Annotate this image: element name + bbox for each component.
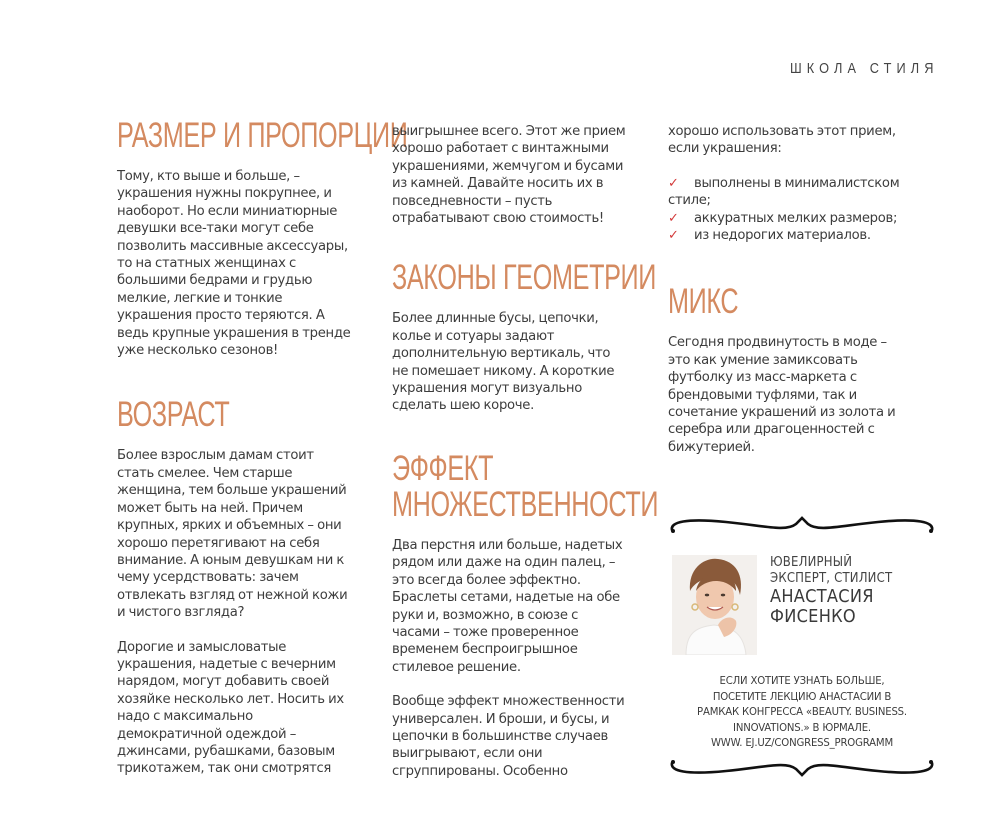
checklist-item-continued xyxy=(668,192,933,209)
text-line: украшения просто теряются. А xyxy=(117,308,325,324)
text-line: Более длинные бусы, цепочки, xyxy=(392,311,599,327)
text-line: джинсами, рубашками, базовым xyxy=(117,743,335,759)
paragraph-size xyxy=(117,168,382,359)
text-line: хорошо перетягивают на себя xyxy=(117,535,320,551)
text-line: наоборот. Но если миниатюрные xyxy=(117,203,338,219)
checklist-item xyxy=(668,227,933,244)
text-line: рядом или даже на один палец, – xyxy=(392,555,616,571)
column-2 xyxy=(392,123,657,780)
text-line: руки и, возможно, в союзе с xyxy=(392,607,579,623)
text-line: универсален. И броши, и бусы, и xyxy=(392,711,610,727)
text-line: бижутерией. xyxy=(668,439,755,455)
text-line: серебра или драгоценностей с xyxy=(668,422,875,438)
text-line: если украшения: xyxy=(668,141,782,157)
text-line: хозяйке несколько лет. Носить их xyxy=(117,691,344,707)
text-line: сочетание украшений из золота и xyxy=(668,405,896,421)
text-line: сгруппированы. Особенно xyxy=(392,763,568,779)
text-line: девушки все-таки могут себе xyxy=(117,221,314,237)
checkmark-icon: ✓ xyxy=(668,210,679,226)
author-photo xyxy=(672,555,757,655)
text-line: Браслеты сетами, надетые на обе xyxy=(392,590,620,606)
promo-line: INNOVATIONS.» В ЮРМАЛЕ. xyxy=(733,720,871,734)
checklist-item-text: аккуратных мелких размеров; xyxy=(694,210,898,226)
text-line: украшения могут визуально xyxy=(392,381,582,397)
portrait-image xyxy=(672,555,757,655)
heading-multiplicity xyxy=(392,448,659,524)
text-line: Вообще эффект множественности xyxy=(392,694,625,710)
text-line: Более взрослым дамам стоит xyxy=(117,448,314,464)
text-line: трикотажем, так они смотрятся xyxy=(117,761,332,777)
text-line: Тому, кто выше и больше, – xyxy=(117,169,300,184)
text-line: Дорогие и замысловатые xyxy=(117,639,287,655)
ornament-divider-bottom xyxy=(666,755,938,781)
author-block xyxy=(770,555,906,627)
text-line: мелкие, легкие и тонкие xyxy=(117,290,283,306)
paragraph-age xyxy=(117,447,382,621)
heading-size-proportions: РАЗМЕР И ПРОПОРЦИИ xyxy=(117,116,408,155)
paragraph-age-2 xyxy=(117,639,382,778)
heading-mix: МИКС xyxy=(668,282,739,322)
checkmark-icon: ✓ xyxy=(668,228,679,244)
section-label: ШКОЛА СТИЛЯ xyxy=(790,60,939,77)
checklist-item-text: из недорогих материалов. xyxy=(694,228,871,244)
text-line: брендовыми туфлями, так и xyxy=(668,387,857,403)
paragraph-geometry xyxy=(392,310,657,414)
text-line: дополнительную вертикаль, что xyxy=(392,346,611,362)
promo-text xyxy=(666,673,938,751)
heading-geometry: ЗАКОНЫ ГЕОМЕТРИИ xyxy=(392,258,657,298)
text-line: женщина, тем больше украшений xyxy=(117,483,347,499)
text-line: нарядом, могут добавить своей xyxy=(117,674,330,690)
checklist-item xyxy=(668,210,933,227)
text-line: украшения нужны покрупнее, и xyxy=(117,186,332,202)
author-name-line2: ФИСЕНКО xyxy=(770,606,856,627)
text-line: позволить массивные аксессуары, xyxy=(117,238,348,254)
text-line: цепочки в большинстве случаев xyxy=(392,728,608,744)
text-line: не помешает никому. А короткие xyxy=(392,363,615,379)
text-line: может быть на ней. Причем xyxy=(117,500,303,516)
text-line: это всегда более эффектно. xyxy=(392,572,581,588)
text-line: хорошо работает с винтажными xyxy=(392,141,609,157)
text-line: Два перстня или больше, надетых xyxy=(392,537,623,553)
text-line: ведь крупные украшения в тренде xyxy=(117,325,351,341)
text-line: крупных, ярких и объемных – они xyxy=(117,518,342,534)
text-line: выигрывают, если они xyxy=(392,746,543,762)
text-line: сделать шею короче. xyxy=(392,398,534,414)
text-line: украшениями, жемчугом и бусами xyxy=(392,158,624,174)
text-line: надо с максимально xyxy=(117,709,253,725)
text-line: из камней. Давайте носить их в xyxy=(392,176,604,192)
text-line: отвлекать взгляд от нежной кожи xyxy=(117,587,348,603)
text-line: хорошо использовать этот прием, xyxy=(668,124,896,139)
promo-line: ПОСЕТИТЕ ЛЕКЦИЮ АНАСТАСИИ В xyxy=(712,689,892,703)
text-line: колье и сотуары задают xyxy=(392,328,555,344)
paragraph-multiplicity-2 xyxy=(392,693,657,780)
checklist-item-text: стиле; xyxy=(668,193,711,209)
column-3 xyxy=(668,123,933,456)
text-line: внимание. А юным девушкам ни к xyxy=(117,552,345,568)
text-line: стать смелее. Чем старше xyxy=(117,465,293,481)
promo-url[interactable]: WWW. EJ.UZ/CONGRESS_PROGRAMM xyxy=(710,736,894,749)
text-line: стилевое решение. xyxy=(392,659,521,675)
author-name-line1: АНАСТАСИЯ xyxy=(770,586,874,607)
text-line: повседневности – пусть xyxy=(392,193,553,209)
paragraph-continued xyxy=(392,123,657,227)
paragraph-multiplicity xyxy=(392,537,657,676)
checklist-item-text: выполнены в минималистском xyxy=(694,175,900,191)
checklist-item xyxy=(668,175,933,192)
text-line: отрабатывают свою стоимость! xyxy=(392,211,604,227)
text-line: Сегодня продвинутость в моде – xyxy=(668,335,887,351)
text-line: временем беспроигрышное xyxy=(392,642,578,658)
text-line: демократичной одеждой – xyxy=(117,726,296,742)
checklist xyxy=(668,175,933,245)
promo-line: ЕСЛИ ХОТИТЕ УЗНАТЬ БОЛЬШЕ, xyxy=(719,674,885,687)
text-line: выигрышнее всего. Этот же прием xyxy=(392,124,626,139)
text-line: это как умение замиксовать xyxy=(668,352,858,368)
text-line: украшения, надетые с вечерним xyxy=(117,656,336,672)
text-line: и чистого взгляда? xyxy=(117,605,245,621)
text-line: уже несколько сезонов! xyxy=(117,343,279,359)
text-line: часами – тоже проверенное xyxy=(392,624,579,640)
text-line: большими бедрами и грудью xyxy=(117,273,313,289)
promo-line: РАМКАК КОНГРЕССА «BEAUTY. BUSINESS. xyxy=(697,705,907,718)
paragraph-mix xyxy=(668,334,933,456)
column-1 xyxy=(117,116,408,778)
author-role-line2: ЭКСПЕРТ, СТИЛИСТ xyxy=(770,571,893,586)
text-line: то на статных женщинах с xyxy=(117,256,296,272)
author-role-line1: ЮВЕЛИРНЫЙ xyxy=(770,555,853,570)
checkmark-icon: ✓ xyxy=(668,175,679,191)
heading-age: ВОЗРАСТ xyxy=(117,395,230,435)
heading-multiplicity-line2: МНОЖЕСТВЕННОСТИ xyxy=(392,484,659,524)
ornament-divider-top xyxy=(666,512,938,538)
text-line: футболку из масс-маркета с xyxy=(668,370,857,386)
paragraph-continued-3 xyxy=(668,123,933,158)
heading-multiplicity-line1: ЭФФЕКТ xyxy=(392,448,494,488)
text-line: чему усердствовать: зачем xyxy=(117,570,299,586)
